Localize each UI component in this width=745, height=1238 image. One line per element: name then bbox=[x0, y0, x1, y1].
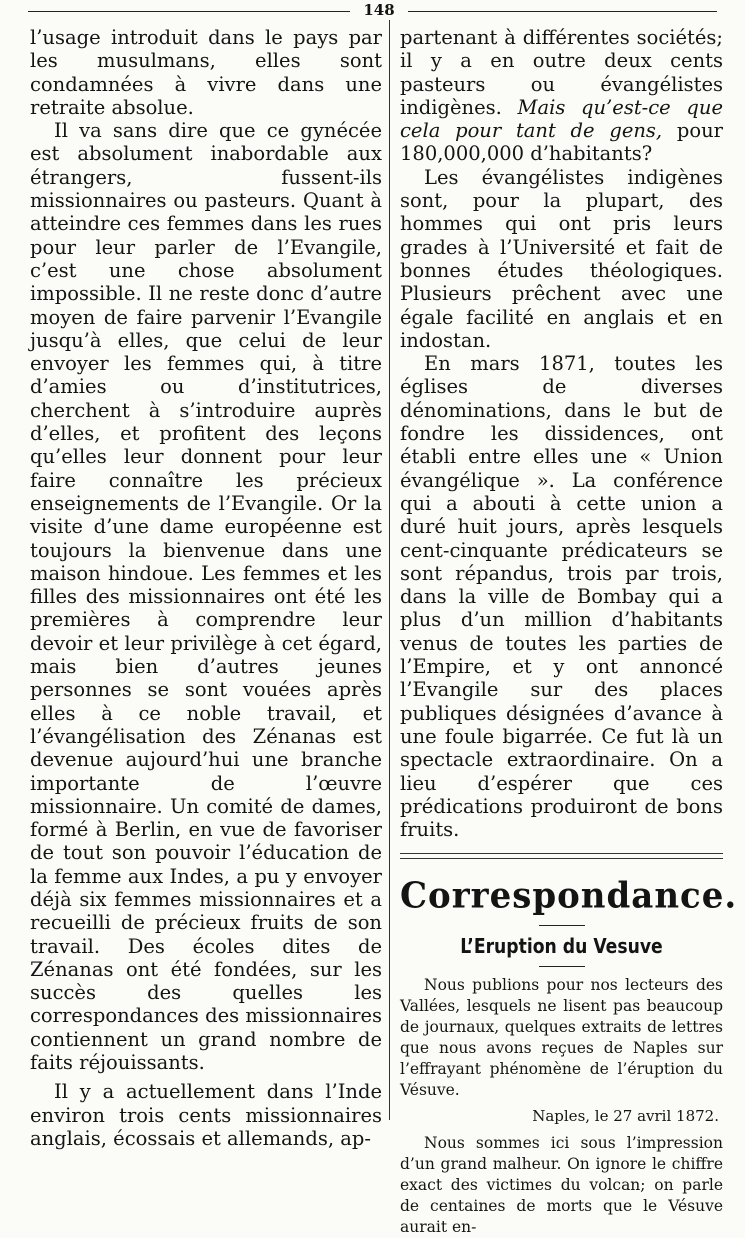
section-separator bbox=[400, 853, 723, 859]
right-column bbox=[400, 26, 738, 1238]
header-rule-left bbox=[28, 11, 350, 12]
left-paragraph-3: Il y a actuellement dans l’Inde environ trois cents missionnaires anglais, écossais et allemands, ap- bbox=[30, 1080, 382, 1150]
right-paragraph-3: En mars 1871, toutes les églises de diverses dénominations, dans le but de fondre les dissidences, ont établi entre elles une « Union évangélique ». La conférence qui a abouti à cette union a duré huit jours, après lesquels cent-cinquante prédicateurs se sont répandus, trois par trois, dans la ville de Bombay qui a plus d’un million d’habitants venus de toutes les parties de l’Empire, et y ont annoncé l’Evangile sur des places publiques désignées d’avance à une foule bigarrée. Ce fut là un spectacle extraordinaire. On a lieu d’espérer que ces prédications produiront de bons fruits. bbox=[400, 352, 723, 842]
right-paragraph-1: partenant à différentes sociétés; il y a en outre deux cents pasteurs ou évangélistes indigènes. Mais qu’est-ce que cela pour tant de gens, pour 180,000,000 d’habitants? bbox=[400, 26, 723, 166]
page-number: 148 bbox=[363, 1, 395, 19]
intro-paragraph: Nous publions pour nos lecteurs des Vallées, lesquels ne lisent pas beaucoup de journaux, quelques extraits de lettres que nous avons reçues de Naples sur l’effrayant phénomène de l’éruption du Vésuve. bbox=[400, 976, 723, 1100]
article-body bbox=[400, 975, 723, 1238]
column-divider bbox=[389, 20, 390, 1120]
left-column bbox=[30, 26, 382, 1150]
dateline: Naples, le 27 avril 1872. bbox=[532, 1107, 719, 1126]
subtitle-rule bbox=[539, 966, 585, 967]
title-rule bbox=[539, 925, 585, 926]
section-title: Correspondance. bbox=[400, 875, 738, 918]
header-rule-right bbox=[408, 11, 717, 12]
letter-paragraph: Nous sommes ici sous l’impression d’un grand malheur. On ignore le chiffre exact des victimes du volcan; on parle de centaines de morts que le Vésuve aurait en- bbox=[400, 1134, 723, 1237]
right-paragraph-2: Les évangélistes indigènes sont, pour la plupart, des hommes qui ont pris leurs grades à l’Université et fait de bonnes études théologiques. Plusieurs prêchent avec une égale facilité en anglais et en indostan. bbox=[400, 165, 723, 352]
left-paragraph-2: Il va sans dire que ce gynécée est absolument inabordable aux étrangers, fussent-ils missionnaires ou pasteurs. Quant à atteindre ces femmes dans les rues pour leur parler de l’Evangile, c’est une chose absolument impossible. Il ne reste donc d’autre moyen de faire parvenir l’Evangile jusqu’à elles, que celui de leur envoyer les femmes qui, à titre d’amies ou d’institutrices, cherchent à s’introduire auprès d’elles, et profitent des leçons qu’elles leur donnent pour leur faire connaître les précieux enseignements de l’Evangile. Or la visite d’une dame européenne est toujours la bienvenue dans une maison hindoue. Les femmes et les filles des missionnaires ont été les premières à comprendre leur devoir et leur privilège à cet égard, mais bien d’autres jeunes personnes se sont vouées après elles à ce noble travail, et l’évangélisation des Zénanas est devenue aujourd’hui une branche importante de l’œuvre missionnaire. Un comité de dames, formé à Berlin, en vue de favoriser de tout son pouvoir l’éducation de la femme aux Indes, a pu y envoyer déjà six femmes missionnaires et a recueilli de précieux fruits de son travail. Des écoles dites de Zénanas ont été fondées, sur les succès des quelles les correspondances des missionnaires contiennent un grand nombre de faits réjouissants. bbox=[30, 119, 382, 1075]
article-title: L’Eruption du Vesuve bbox=[460, 934, 663, 959]
page-header bbox=[28, 0, 717, 20]
left-paragraph-1: l’usage introduit dans le pays par les musulmans, elles sont condamnées à vivre dans une retraite absolue. bbox=[30, 26, 382, 119]
